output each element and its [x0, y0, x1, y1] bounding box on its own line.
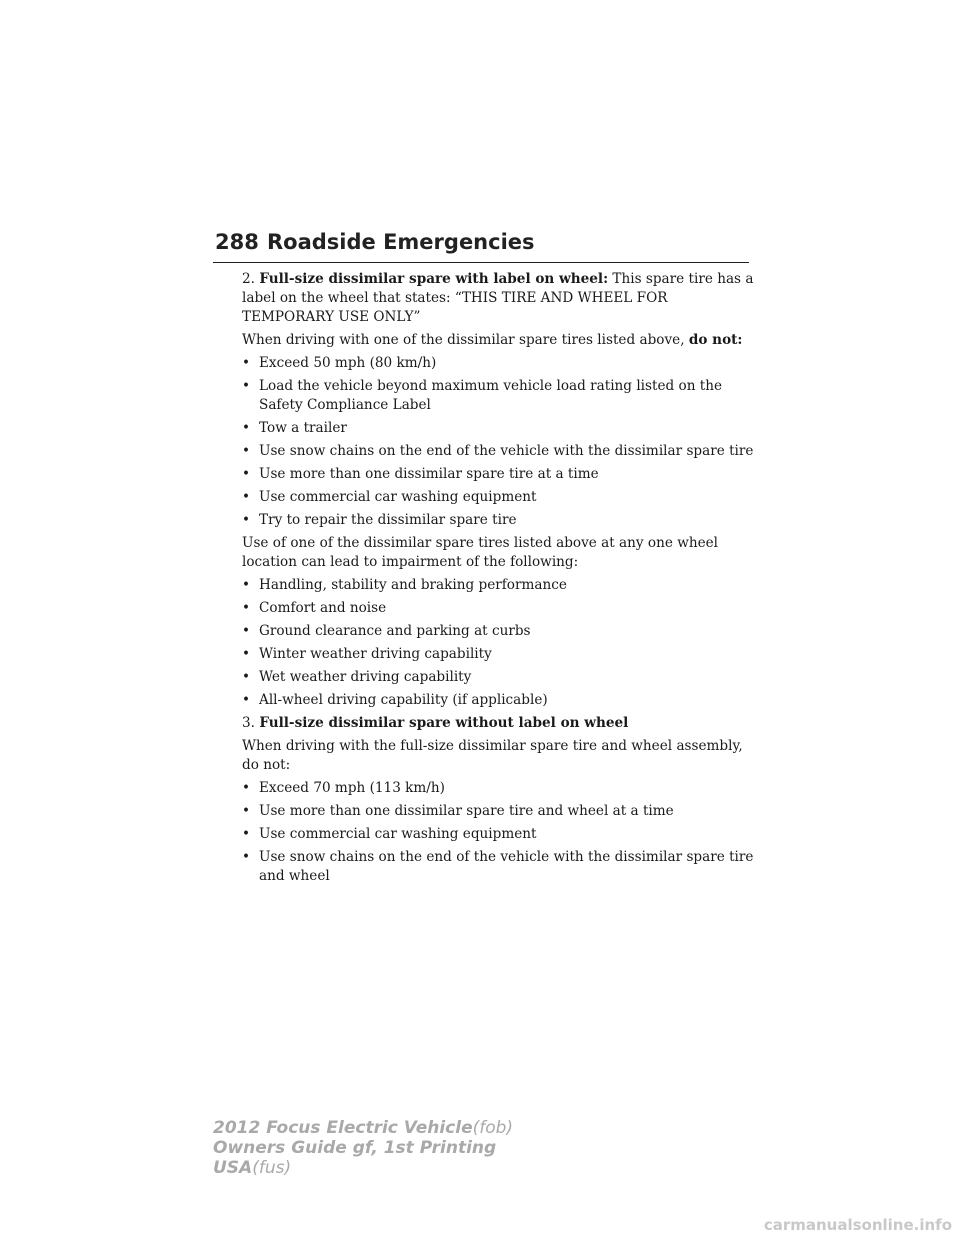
footer-model: 2012 Focus Electric Vehicle: [213, 1118, 473, 1138]
list-item-text: Tow a trailer: [259, 420, 347, 436]
list-item-text: Ground clearance and parking at curbs: [259, 623, 531, 639]
impairment-list: [242, 576, 757, 710]
bullet-icon: •: [242, 577, 251, 593]
list-item: [242, 354, 757, 373]
do-not-list: [242, 354, 757, 530]
list-item: [242, 779, 757, 798]
bullet-icon: •: [242, 512, 251, 528]
footer-market-code: (fus): [252, 1158, 292, 1178]
list-item: [242, 802, 757, 821]
bullet-icon: •: [242, 355, 251, 371]
footer-printing: Owners Guide gf, 1st Printing: [213, 1138, 497, 1158]
list-item: [242, 848, 757, 886]
page-number: 288: [215, 230, 259, 254]
list-item: [242, 465, 757, 484]
list-item-text: Load the vehicle beyond maximum vehicle load rating listed on the Safety Compliance Label: [259, 378, 723, 413]
bullet-icon: •: [242, 623, 251, 639]
list-item: [242, 622, 757, 641]
list-item: [242, 419, 757, 438]
list-item: [242, 599, 757, 618]
footer-line-2: [213, 1138, 513, 1158]
list-item-text: Use more than one dissimilar spare tire and wheel at a time: [259, 803, 674, 819]
bullet-icon: •: [242, 466, 251, 482]
item-3-label: Full-size dissimilar spare without label on wheel: [259, 715, 629, 731]
bullet-icon: •: [242, 600, 251, 616]
list-item-text: Comfort and noise: [259, 600, 387, 616]
list-item-text: Handling, stability and braking performance: [259, 577, 567, 593]
full-size-list: [242, 779, 757, 886]
footer-line-3: [213, 1158, 513, 1178]
page-content: [242, 270, 757, 890]
bullet-icon: •: [242, 803, 251, 819]
item-2-paragraph: [242, 270, 757, 327]
bullet-icon: •: [242, 849, 251, 865]
list-item-text: Use snow chains on the end of the vehicle with the dissimilar spare tire and wheel: [259, 849, 754, 884]
list-item: [242, 691, 757, 710]
list-item: [242, 442, 757, 461]
list-item: [242, 488, 757, 507]
bullet-icon: •: [242, 692, 251, 708]
footer-line-1: [213, 1118, 513, 1138]
list-item-text: Winter weather driving capability: [259, 646, 492, 662]
list-item-text: Exceed 50 mph (80 km/h): [259, 355, 437, 371]
do-not-intro-text: When driving with one of the dissimilar spare tires listed above,: [242, 332, 689, 348]
do-not-intro-bold: do not:: [688, 332, 743, 348]
impairment-intro: Use of one of the dissimilar spare tires listed above at any one wheel location can lead to impairment of the following:: [242, 535, 719, 570]
item-2-label: Full-size dissimilar spare with label on wheel:: [259, 271, 609, 287]
list-item-text: Wet weather driving capability: [259, 669, 472, 685]
bullet-icon: •: [242, 669, 251, 685]
full-size-intro: When driving with the full-size dissimilar spare tire and wheel assembly, do not:: [242, 738, 743, 773]
list-item: [242, 377, 757, 415]
footer-market: USA: [213, 1158, 253, 1178]
bullet-icon: •: [242, 420, 251, 436]
list-item: [242, 668, 757, 687]
watermark: carmanualsonline.info: [763, 1216, 952, 1234]
list-item-text: Use commercial car washing equipment: [259, 489, 537, 505]
footer-model-code: (fob): [472, 1118, 514, 1138]
page-header: [213, 228, 749, 263]
list-item: [242, 576, 757, 595]
bullet-icon: •: [242, 646, 251, 662]
print-footer: [213, 1118, 513, 1178]
list-item-text: Exceed 70 mph (113 km/h): [259, 780, 445, 796]
bullet-icon: •: [242, 826, 251, 842]
list-item-text: Use more than one dissimilar spare tire at a time: [259, 466, 599, 482]
item-3-paragraph: [242, 714, 757, 733]
list-item-text: Use snow chains on the end of the vehicle with the dissimilar spare tire: [259, 443, 754, 459]
bullet-icon: •: [242, 489, 251, 505]
bullet-icon: •: [242, 443, 251, 459]
section-title: Roadside Emergencies: [267, 230, 535, 254]
bullet-icon: •: [242, 378, 251, 394]
list-item: [242, 511, 757, 530]
item-3-number: 3.: [242, 715, 255, 731]
do-not-intro: [242, 331, 757, 350]
list-item-text: Use commercial car washing equipment: [259, 826, 537, 842]
item-2-text: This spare tire has a label on the wheel that states: “THIS TIRE AND WHEEL FOR TEMPORARY USE ONLY”: [242, 271, 754, 325]
item-2-number: 2.: [242, 271, 255, 287]
list-item-text: All-wheel driving capability (if applicable): [259, 692, 548, 708]
list-item-text: Try to repair the dissimilar spare tire: [259, 512, 517, 528]
list-item: [242, 645, 757, 664]
bullet-icon: •: [242, 780, 251, 796]
list-item: [242, 825, 757, 844]
